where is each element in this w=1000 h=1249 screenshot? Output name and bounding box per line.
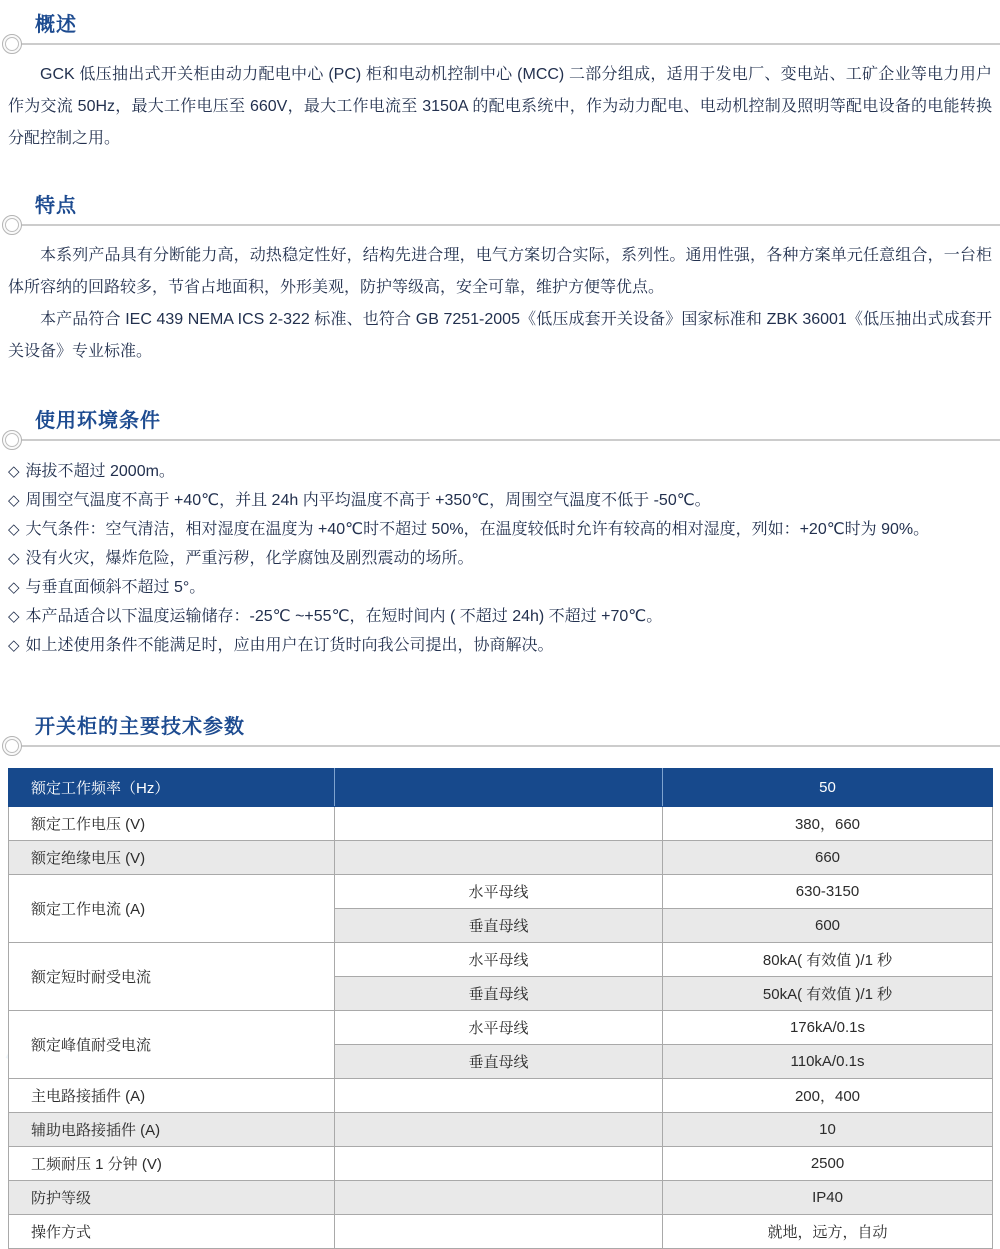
- param-sub-cell: [335, 1181, 663, 1215]
- param-sub-cell: [335, 1113, 663, 1147]
- param-name-cell: 操作方式: [9, 1215, 335, 1249]
- environment-title: 使用环境条件: [35, 410, 161, 432]
- param-sub-cell: 水平母线: [335, 1011, 663, 1045]
- parameters-title: 开关柜的主要技术参数: [35, 716, 245, 738]
- param-value-cell: 380，660: [663, 807, 993, 841]
- list-item: [8, 486, 992, 515]
- param-name-cell: 额定工作电流 (A): [9, 875, 335, 943]
- diamond-bullet-icon: ◇: [8, 579, 20, 596]
- table-row: [9, 1181, 993, 1215]
- param-name-cell: 工频耐压 1 分钟 (V): [9, 1147, 335, 1181]
- condition-text: 与垂直面倾斜不超过 5°。: [25, 579, 206, 596]
- param-name-cell: 辅助电路接插件 (A): [9, 1113, 335, 1147]
- param-sub-cell: [335, 1215, 663, 1249]
- diamond-bullet-icon: ◇: [8, 492, 20, 509]
- technical-parameters-table: [8, 768, 993, 1249]
- param-value-cell: 50: [663, 769, 993, 807]
- section-parameters-header: [8, 714, 992, 747]
- section-ring-icon: [2, 34, 22, 54]
- param-value-cell: 600: [663, 909, 993, 943]
- condition-text: 大气条件：空气清洁，相对湿度在温度为 +40℃时不超过 50%，在温度较低时允许有较高的相对湿度，列如：+20℃时为 90%。: [25, 521, 930, 538]
- environment-condition-list: [8, 457, 992, 660]
- table-row: [9, 1079, 993, 1113]
- param-value-cell: IP40: [663, 1181, 993, 1215]
- section-ring-icon: [2, 736, 22, 756]
- section-divider: [8, 745, 1000, 747]
- condition-text: 海拔不超过 2000m。: [25, 463, 175, 480]
- param-name-cell: 主电路接插件 (A): [9, 1079, 335, 1113]
- table-row: [9, 1147, 993, 1181]
- features-paragraph-2: 本产品符合 IEC 439 NEMA ICS 2-322 标准、也符合 GB 7251-2005《低压成套开关设备》国家标准和 ZBK 36001《低压抽出式成套开关设备》专业标准。: [8, 311, 992, 360]
- param-value-cell: 2500: [663, 1147, 993, 1181]
- param-sub-cell: [335, 1147, 663, 1181]
- overview-title: 概述: [35, 14, 77, 36]
- table-row: [9, 875, 993, 909]
- list-item: [8, 544, 992, 573]
- param-value-cell: 就地，远方，自动: [663, 1215, 993, 1249]
- param-value-cell: 176kA/0.1s: [663, 1011, 993, 1045]
- param-value-cell: 80kA( 有效值 )/1 秒: [663, 943, 993, 977]
- param-value-cell: 660: [663, 841, 993, 875]
- param-sub-cell: 水平母线: [335, 875, 663, 909]
- param-value-cell: 110kA/0.1s: [663, 1045, 993, 1079]
- param-value-cell: 10: [663, 1113, 993, 1147]
- param-sub-cell: [335, 1079, 663, 1113]
- table-row: [9, 1011, 993, 1045]
- param-name-cell: 防护等级: [9, 1181, 335, 1215]
- table-row: [9, 943, 993, 977]
- param-sub-cell: [335, 807, 663, 841]
- table-row: [9, 807, 993, 841]
- list-item: [8, 573, 992, 602]
- param-sub-cell: [335, 769, 663, 807]
- list-item: [8, 631, 992, 660]
- list-item: [8, 515, 992, 544]
- section-divider: [8, 43, 1000, 45]
- overview-paragraph: GCK 低压抽出式开关柜由动力配电中心 (PC) 柜和电动机控制中心 (MCC) 二部分组成，适用于发电厂、变电站、工矿企业等电力用户作为交流 50Hz，最大工作电压至 660V，最大工作电流至 3150A 的配电系统中，作为动力配电、电动机控制及照明等配电设备的电能转换分配控制之用。: [8, 66, 992, 147]
- param-name-cell: 额定工作频率（Hz）: [9, 769, 335, 807]
- param-value-cell: 200，400: [663, 1079, 993, 1113]
- condition-text: 如上述使用条件不能满足时，应由用户在订货时向我公司提出，协商解决。: [25, 637, 554, 654]
- section-overview-header: [8, 12, 992, 45]
- section-features-header: [8, 193, 992, 226]
- diamond-bullet-icon: ◇: [8, 521, 20, 538]
- param-value-cell: 630-3150: [663, 875, 993, 909]
- table-row: [9, 841, 993, 875]
- param-sub-cell: [335, 841, 663, 875]
- param-sub-cell: 垂直母线: [335, 1045, 663, 1079]
- param-name-cell: 额定绝缘电压 (V): [9, 841, 335, 875]
- features-paragraph-1: 本系列产品具有分断能力高，动热稳定性好，结构先进合理，电气方案切合实际，系列性。通用性强，各种方案单元任意组合，一台柜体所容纳的回路较多，节省占地面积，外形美观，防护等级高，安全可靠，维护方便等优点。: [8, 247, 992, 296]
- list-item: [8, 602, 992, 631]
- condition-text: 没有火灾，爆炸危险，严重污秽，化学腐蚀及剧烈震动的场所。: [25, 550, 474, 567]
- condition-text: 本产品适合以下温度运输储存：-25℃ ~+55℃，在短时间内 ( 不超过 24h) 不超过 +70℃。: [25, 608, 663, 625]
- table-row: [9, 1215, 993, 1249]
- param-sub-cell: 垂直母线: [335, 909, 663, 943]
- section-environment-header: [8, 408, 992, 441]
- section-ring-icon: [2, 430, 22, 450]
- param-name-cell: 额定短时耐受电流: [9, 943, 335, 1011]
- param-value-cell: 50kA( 有效值 )/1 秒: [663, 977, 993, 1011]
- param-name-cell: 额定峰值耐受电流: [9, 1011, 335, 1079]
- diamond-bullet-icon: ◇: [8, 550, 20, 567]
- table-row: [9, 1113, 993, 1147]
- list-item: [8, 457, 992, 486]
- param-sub-cell: 水平母线: [335, 943, 663, 977]
- features-title: 特点: [35, 195, 77, 217]
- condition-text: 周围空气温度不高于 +40℃，并且 24h 内平均温度不高于 +350℃，周围空气温度不低于 -50℃。: [25, 492, 711, 509]
- diamond-bullet-icon: ◇: [8, 608, 20, 625]
- table-header-row: [9, 769, 993, 807]
- diamond-bullet-icon: ◇: [8, 637, 20, 654]
- section-ring-icon: [2, 215, 22, 235]
- section-divider: [8, 224, 1000, 226]
- param-name-cell: 额定工作电压 (V): [9, 807, 335, 841]
- section-divider: [8, 439, 1000, 441]
- param-sub-cell: 垂直母线: [335, 977, 663, 1011]
- diamond-bullet-icon: ◇: [8, 463, 20, 480]
